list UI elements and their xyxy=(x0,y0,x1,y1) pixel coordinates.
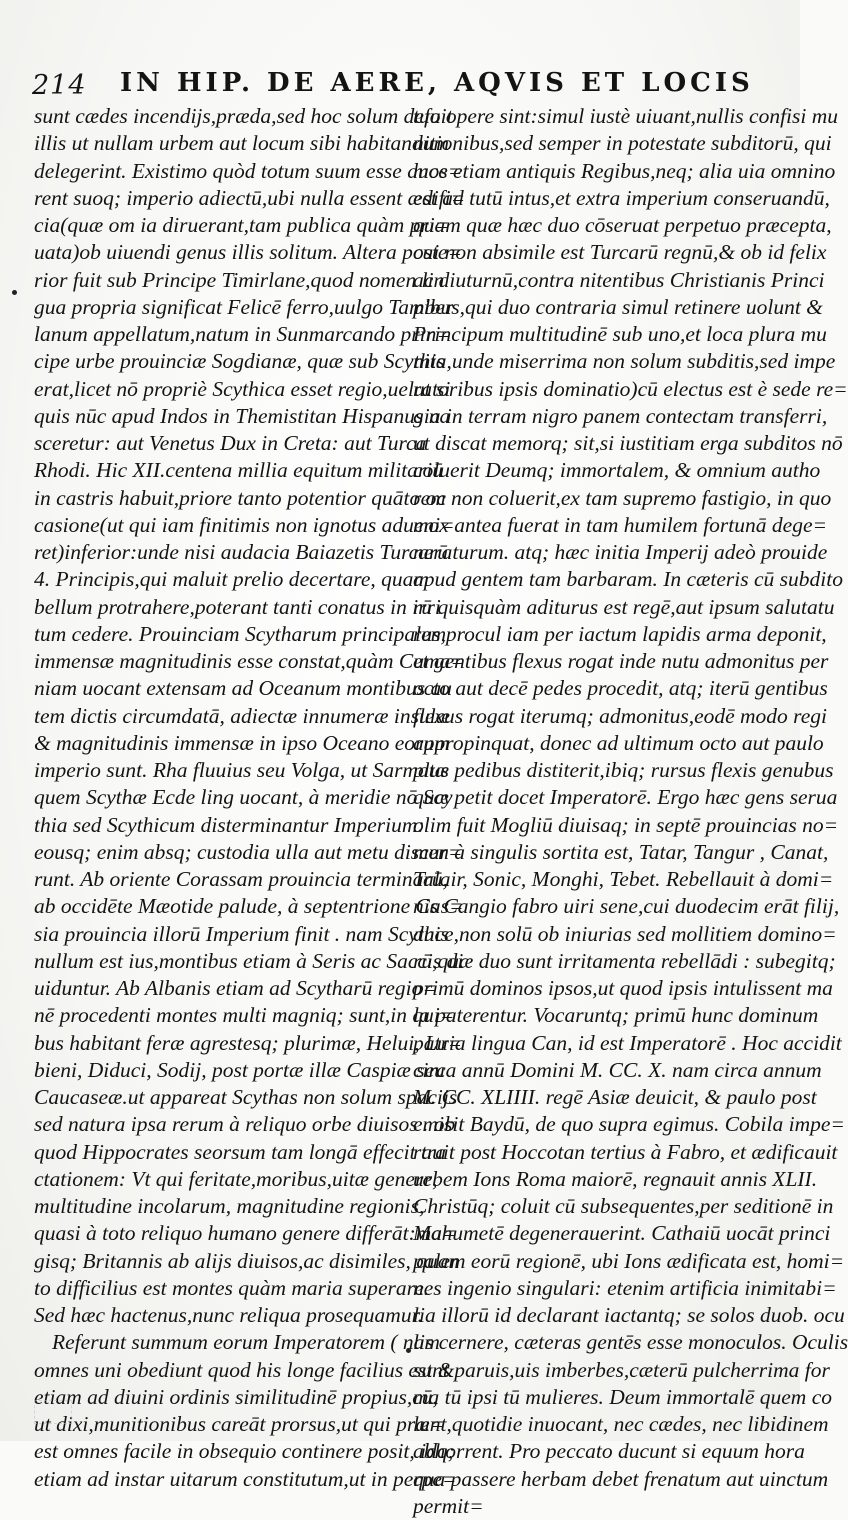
text-line: la paterentur. Vocaruntq; primū hunc dominum xyxy=(413,1003,819,1028)
text-line: ratoribus ipsis dominatio)cū electus est è sede re= xyxy=(413,376,848,401)
text-line: ret)inferior:unde nisi audacia Baiazetis Turcarū xyxy=(34,540,449,564)
text-line: erat,licet nō propriè Scythica esset regio,uelut si xyxy=(34,376,451,401)
text-line: quem Scythæ Ecde ling uocant, à meridie nō Scy xyxy=(34,785,453,810)
text-line: thia sed Scythicum disterminantur Imperium: xyxy=(34,812,425,837)
text-line: rus,procul iam per iactum lapidis arma deponit, xyxy=(413,621,827,646)
text-line: delegerint. Existimo quòd totum suum esse duce= xyxy=(34,158,463,183)
text-line: qua passere herbam debet frenatum aut uinctum xyxy=(413,1466,829,1491)
text-line: tem dictis circumdatā, adiectæ innumeræ insulæ xyxy=(34,703,451,728)
text-line: Referunt summum eorum Imperatorem ( nam xyxy=(52,1330,440,1355)
text-line: Principum multitudinē sub uno,et loca plura mu xyxy=(413,322,827,346)
text-line: tum cedere. Prouinciam Scytharum principalem xyxy=(34,621,447,646)
text-line: duce,non solū ob iniurias sed mollitiem domino= xyxy=(413,921,837,946)
text-line: ac diuturnū,contra nitentibus Christianis Princi xyxy=(413,267,825,292)
text-line: & magnitudinis immensæ in ipso Oceano eorum xyxy=(34,730,450,755)
text-line: quæ petit docet Imperatorē. Ergo hæc gens serua xyxy=(413,785,838,810)
text-line: lis cernere, cæteras gentēs esse monoculos. Oculis xyxy=(413,1330,848,1355)
left-text-column xyxy=(34,103,466,1493)
text-line: pibus,qui duo contraria simul retinere uolunt & xyxy=(413,294,823,319)
text-line: rent suoq; imperio adiectū,ubi nulla essent ædifi= xyxy=(34,185,466,210)
text-line: flexus rogat iterumq; admonitus,eodē modo regi xyxy=(413,703,828,728)
text-line: coluerit Deumq; immortalem, & omnium autho xyxy=(413,458,821,483)
text-line: bus habitant feræ agrestesq; plurimæ, Helui, Lu= xyxy=(34,1030,463,1055)
text-line: lunt,quotidie inuocant, nec cædes, nec libidinem xyxy=(413,1412,829,1436)
text-line: quis nūc apud Indos in Themistitan Hispanus na xyxy=(34,403,451,428)
text-line: runt. Ab oriente Corassam prouincia terminarū, xyxy=(34,867,448,891)
text-line: casione(ut qui iam finitimis non ignotus adueni= xyxy=(34,512,455,537)
text-line: ctationem: Vt qui feritate,moribus,uitæ genere, xyxy=(34,1166,438,1191)
text-line: nis Cangio fabro uiri sene,cui duodecim erāt filij, xyxy=(413,894,840,919)
text-line: ma tū ipsi tū mulieres. Deum immortalē quem co xyxy=(413,1384,832,1409)
text-line: Christūq; coluit cū subsequentes,per seditionē in xyxy=(413,1194,834,1218)
text-line: nes ingenio singulari: etenim artificia inimitabi= xyxy=(413,1275,837,1300)
text-line: sed natura ipsa rerum à reliquo orbe diuisos . ob xyxy=(34,1112,456,1137)
text-line: immensæ magnitudinis esse constat,quàm Cuma= xyxy=(34,649,465,673)
text-line: lia illorū id declarant iactantq; se solos duob. ocu xyxy=(413,1303,845,1327)
text-line: niam uocant extensam ad Oceanum montibus au xyxy=(34,676,452,701)
text-line: mos etiam antiquis Regibus,neq; alia uia omnino xyxy=(413,158,836,183)
text-line: tuo opere sint:simul iustè uiuant,nullis confisi mu xyxy=(413,104,839,128)
text-line: nita,unde miserrima non solum subditis,sed impe xyxy=(413,349,836,374)
running-head: IN HIP. DE AERE, AQVIS ET LOCIS xyxy=(120,68,754,98)
right-text-column xyxy=(413,103,848,1520)
text-line: ut discat memorq; sit,si iustitiam erga subditos nō xyxy=(413,431,843,455)
text-line: emisit Baydū, de quo supra egimus. Cobila impe= xyxy=(413,1112,845,1137)
text-line: sia prouincia illorū Imperium finit . nam Scythis xyxy=(34,921,449,946)
text-line: rauit post Hoccotan tertius à Fabro, et ædificauit xyxy=(413,1139,838,1164)
text-line: mox antea fuerat in tam humilem fortunā dege= xyxy=(413,512,827,537)
text-line: rū,quæ duo sunt irritamenta rebellādi : subegitq; xyxy=(413,948,836,973)
text-line: sceretur: aut Venetus Dux in Creta: aut Turca xyxy=(34,431,427,455)
text-line: Sed hæc hactenus,nunc reliqua prosequamur. xyxy=(34,1303,423,1327)
text-line: nitionibus,sed semper in potestate subditorū, qui xyxy=(413,131,832,156)
text-line: Caucaseæ.ut appareat Scythas non solum spacijs xyxy=(34,1085,458,1109)
text-line: men à singulis sortita est, Tatar, Tangur , Canat, xyxy=(413,839,829,864)
text-line: omnes uni obediunt quod his longe facilius est & xyxy=(34,1357,455,1382)
text-line: permit= xyxy=(413,1493,484,1518)
text-line: appropinquat, donec ad ultimum octo aut paulo xyxy=(413,730,824,755)
page-header xyxy=(28,64,788,104)
text-line: to difficilius est montes quàm maria superare. xyxy=(34,1275,430,1300)
text-line: etiam ad instar uitarum constitutum,ut in perpe= xyxy=(34,1466,457,1491)
text-line: M. CC. XLIIII. regē Asiæ deuicit, & paulo post xyxy=(413,1085,817,1109)
text-line: sunt cædes incendijs,præda,sed hoc solum defuit xyxy=(34,104,453,128)
text-line: illis ut nullam urbem aut locum sibi habitandum xyxy=(34,131,450,156)
text-line: bellum protrahere,poterant tanti conatus in irri xyxy=(34,594,441,619)
text-line: rem non coluerit,ex tam supremo fastigio, in quo xyxy=(413,485,832,510)
text-line: 4. Principis,qui maluit prelio decertare, quam xyxy=(34,567,429,592)
text-line: quam quæ hæc duo cōseruat perpetuo præcepta, xyxy=(413,213,832,237)
text-line: multitudine incolarum, magnitudine regionis, xyxy=(34,1194,425,1218)
text-line: patria lingua Can, id est Imperatorē . Hoc accidit xyxy=(413,1030,842,1055)
text-line: cia(quæ om ia diruerant,tam publica quàm pri= xyxy=(34,213,450,237)
margin-mark-icon xyxy=(12,290,17,295)
text-line: etiam ad diuini ordinis similitudinē propius,cū, xyxy=(34,1384,438,1409)
text-line: apud gentem tam barbaram. In cæteris cū subdito xyxy=(413,567,843,592)
text-line: Rhodi. Hic XII.centena millia equitum militariū xyxy=(34,458,444,483)
text-line: octo aut decē pedes procedit, atq; iterū gentibus xyxy=(413,676,828,701)
text-line: plus pedibus distiterit,ibiq; rursus flexis genubus xyxy=(413,758,834,782)
text-line: est omnes facile in obsequio continere posit, idq; xyxy=(34,1439,455,1464)
text-line: neraturum. atq; hæc initia Imperij adeò prouide xyxy=(413,540,828,564)
text-line: ab occidēte Mæotide palude, à septentrione Cas= xyxy=(34,894,464,919)
text-line: rū quisquàm aditurus est regē,aut ipsum salutatu xyxy=(413,594,835,619)
text-line: urbem Ions Roma maiorē, regnauit annis XLII. xyxy=(413,1166,818,1191)
text-line: quasi à toto reliquo humano genere differāt:ma= xyxy=(34,1221,457,1246)
text-line: cui non absimile est Turcarū regnū,& ob id felix xyxy=(413,240,827,265)
text-line: rior fuit sub Principe Timirlane,quod nomen lin xyxy=(34,267,445,292)
text-line: nē procedenti montes multi magniq; sunt,in qui= xyxy=(34,1003,455,1028)
text-line: sunt paruis,uis imberbes,cæterū pulcherrima for xyxy=(413,1357,830,1382)
library-stamp xyxy=(34,1400,72,1424)
text-line: abhorrent. Pro peccato ducunt si equum hora xyxy=(413,1439,805,1464)
text-line: lanum appellatum,natum in Sunmarcando prin= xyxy=(34,322,451,346)
text-line: cipe urbe prouinciæ Sogdianæ, quæ sub Scythis xyxy=(34,349,445,374)
text-line: gisq; Britannis ab alijs diuisos,ac disimiles, quan xyxy=(34,1248,460,1273)
text-line: uiduntur. Ab Albanis etiam ad Scytharū regio= xyxy=(34,976,437,1000)
text-line: palem eorū regionē, ubi Ions ædificata est, homi= xyxy=(413,1248,845,1273)
text-line: est ad tutū intus,et extra imperium conseruandū, xyxy=(413,185,830,210)
text-line: eousq; enim absq; custodia ulla aut metu discur= xyxy=(34,839,463,864)
text-line: Talair, Sonic, Monghi, Tebet. Rebellauit à domi= xyxy=(413,867,834,891)
text-line: uata)ob uiuendi genus illis solitum. Altera poste= xyxy=(34,240,462,265)
text-line: ut dixi,munitionibus careāt prorsus,ut qui præ= xyxy=(34,1412,445,1436)
text-line: Mahumetē degenerauerint. Cathaiū uocāt princi xyxy=(413,1221,831,1246)
text-line: olim fuit Mogliū diuisaq; in septē prouincias no= xyxy=(413,812,839,837)
text-line: et gentibus flexus rogat inde nutu admonitus per xyxy=(413,649,829,673)
text-line: quod Hippocrates seorsum tam longā effecit tra xyxy=(34,1139,447,1164)
text-line: primū dominos ipsos,ut quod ipsis intulissent ma xyxy=(413,976,833,1000)
text-line: gua propria significat Felicē ferro,uulgo Tamber xyxy=(34,294,454,319)
text-line: in castris habuit,priore tanto potentior quāto oc xyxy=(34,485,446,510)
text-line: gia in terram nigro panem contectam transferri, xyxy=(413,403,828,428)
text-line: nullum est ius,montibus etiam à Seris ac Saccis di xyxy=(34,948,464,973)
page-number: 214 xyxy=(32,70,87,101)
text-line: circa annū Domini M. CC. X. nam circa annum xyxy=(413,1057,822,1082)
text-line: imperio sunt. Rha fluuius seu Volga, ut Sarmatæ xyxy=(34,758,450,782)
text-line: bieni, Diduci, Sodij, post portæ illæ Caspiæ seu xyxy=(34,1057,445,1082)
